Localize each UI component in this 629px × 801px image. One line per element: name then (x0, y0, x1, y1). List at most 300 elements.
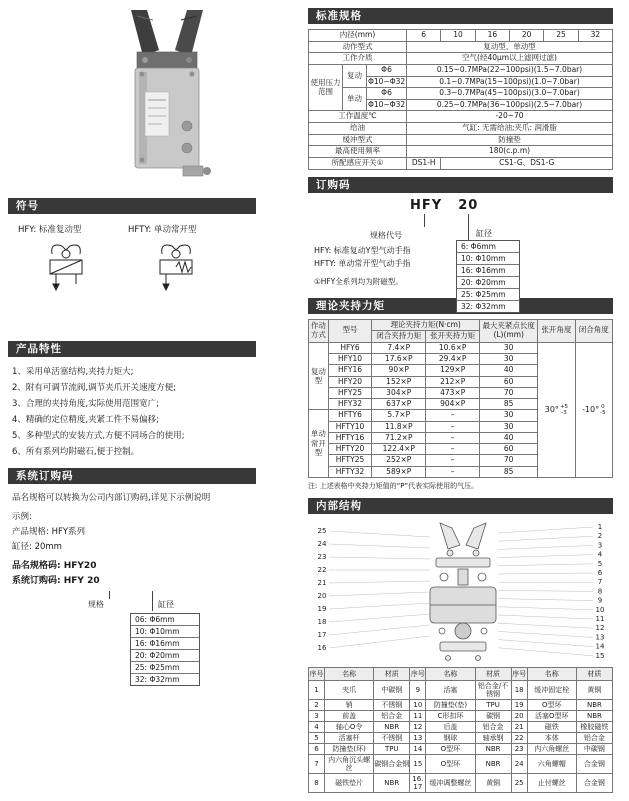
torque-value: – (426, 432, 480, 443)
parts-table (308, 667, 613, 794)
callout-number: 20 (317, 591, 327, 600)
model-prefix: HFY (410, 197, 443, 213)
angle-tolerance (600, 404, 605, 416)
callout-leader-line (498, 648, 593, 656)
part-material: NBR (475, 744, 511, 755)
th-element: 型号 (328, 319, 372, 342)
part-number: 9 (410, 680, 426, 699)
part-name: 活塞杆 (325, 732, 374, 743)
spec-pressure-row (309, 88, 613, 100)
bore-option: 20: Φ20mm (457, 276, 519, 288)
part-material: 铝合金 (374, 710, 410, 721)
callout-number: 21 (317, 578, 327, 587)
callout-leader-line (329, 557, 430, 559)
part-number: 15 (410, 755, 426, 774)
bore-label: 缸径 (158, 600, 174, 609)
torque-value: 70 (480, 455, 538, 466)
part-name: 缓冲调整螺丝 (426, 774, 475, 793)
torque-value: 904×P (426, 399, 480, 410)
torque-model: HFTY10 (328, 421, 372, 432)
torque-value: 29.4×P (426, 354, 480, 365)
th-element: 理论夹持力矩(N·cm) (372, 319, 480, 331)
torque-model: HFY16 (328, 365, 372, 376)
torque-value: 122.4×P (372, 444, 426, 455)
spec-row (309, 41, 613, 53)
parts-header-cell: 名称 (426, 667, 475, 680)
order-bore-box (456, 240, 520, 313)
angle-tolerance (560, 404, 568, 416)
order-model-code (410, 198, 478, 213)
part-number: 25 (511, 774, 527, 793)
callout-leader-line (498, 527, 593, 533)
order-spec-label: 规格代号 (370, 230, 402, 240)
torque-model: HFY6 (328, 342, 372, 353)
close-angle-value (575, 342, 612, 477)
feature-item: 1、采用单活塞结构,夹持力矩大; (12, 367, 134, 377)
torque-value: 30 (480, 410, 538, 421)
bore-line: 缸径: 20mm (12, 542, 62, 552)
section-order-code-header: 订购码 (308, 177, 613, 193)
callout-number: 11 (595, 614, 605, 623)
circle-element (446, 655, 451, 660)
product-photo (8, 8, 296, 190)
part-material: 中碳钢 (374, 680, 410, 699)
rect-element (436, 558, 490, 567)
parts-row (309, 680, 613, 699)
torque-model: HFY32 (328, 399, 372, 410)
section-symbol-header: 符号 (8, 198, 256, 214)
model-bore: 20 (458, 197, 479, 213)
polygon-element (466, 523, 486, 549)
torque-value: 637×P (372, 399, 426, 410)
torque-table (308, 319, 613, 478)
part-number: 11 (410, 710, 426, 721)
system-bore-option: 10: Φ10mm (131, 625, 199, 637)
spec-label: 规格 (88, 600, 104, 609)
tbody-element (309, 30, 613, 170)
system-bore-box (130, 613, 200, 686)
polygon-element (175, 10, 203, 56)
td-element: 复动型、单动型 (407, 41, 613, 53)
parts-table-head (309, 667, 613, 680)
example-label: 示例: (12, 512, 32, 522)
td-element: 给油 (309, 123, 407, 135)
system-bore-option: 16: Φ16mm (131, 637, 199, 649)
torque-value: 71.2×P (372, 432, 426, 443)
spec-row (309, 53, 613, 65)
torque-value: 30 (480, 342, 538, 353)
torque-value: 85 (480, 466, 538, 477)
path-element (66, 245, 80, 254)
part-name: O型环 (527, 699, 576, 710)
path-element (52, 245, 66, 254)
system-bore-option: 32: Φ32mm (131, 673, 199, 685)
single-acting-symbol-icon (128, 238, 224, 300)
part-name: 夹爪 (325, 680, 374, 699)
part-number: 16.17 (410, 774, 426, 793)
parts-header-cell: 材质 (374, 667, 410, 680)
circle-element (182, 143, 192, 153)
circle-element (478, 573, 486, 581)
part-number: 14 (410, 744, 426, 755)
torque-value: 30 (480, 421, 538, 432)
circle-element (62, 250, 70, 258)
left-column (8, 8, 296, 793)
symbol-hfty (128, 223, 224, 311)
callout-number: 8 (597, 587, 603, 596)
sys-code-line: 系统订购码: HFY 20 (12, 576, 100, 586)
part-number: 22 (511, 732, 527, 743)
section-system-code-header: 系统订购码 (8, 468, 256, 484)
feature-item: 2、附有可调节流阀,调节夹爪开关速度方便; (12, 383, 176, 393)
callout-leader-line (498, 639, 593, 646)
part-name: 钢球 (426, 732, 475, 743)
th-element: 最大夹紧点长度(L)(mm) (480, 319, 538, 342)
callout-number: 9 (597, 596, 603, 605)
part-name: 防撞垫(环) (325, 744, 374, 755)
symbols-block (8, 219, 296, 311)
callout-number: 7 (597, 577, 603, 586)
circle-element (142, 57, 148, 63)
circle-element (140, 72, 145, 77)
feature-item: 5、多种型式的安装方式,方便不同场合的使用; (12, 431, 185, 441)
part-name: C形扣环 (426, 710, 475, 721)
callout-number: 1 (597, 522, 603, 531)
part-name: 内六角螺丝 (527, 744, 576, 755)
td-element: 180(c.p.m) (407, 146, 613, 158)
td-element: 气缸: 无需给油;夹爪: 润滑脂 (407, 123, 613, 135)
callout-leader-line (329, 636, 430, 648)
spec-row (309, 123, 613, 135)
td-element: CS1-G、DS1-G (441, 157, 613, 169)
section-internal-header: 内部结构 (308, 498, 613, 514)
torque-model: HFTY32 (328, 466, 372, 477)
order-bore-label: 缸径 (476, 228, 492, 238)
part-number: 19 (511, 699, 527, 710)
td-element: 防撞垫 (407, 134, 613, 146)
part-material: 铝合金/不锈钢 (475, 680, 511, 699)
rect-element (458, 569, 468, 585)
td-element: Φ6 (367, 64, 407, 76)
bore-option: 6: Φ6mm (461, 241, 496, 251)
callout-number: 24 (317, 539, 327, 548)
spec-row (309, 146, 613, 158)
spec-label-cell: 内径(mm) (309, 30, 407, 42)
torque-model: HFTY6 (328, 410, 372, 421)
right-column (308, 8, 613, 793)
td-element: 0.1~0.7MPa(15~100psi)(1.0~7.0bar) (407, 76, 613, 88)
part-material: 橡胶磁铁 (576, 721, 612, 732)
path-element (176, 245, 190, 254)
part-number: 23 (511, 744, 527, 755)
callout-number: 19 (317, 604, 327, 613)
part-number: 24 (511, 755, 527, 774)
part-name: 活塞 (426, 680, 475, 699)
part-material: NBR (374, 774, 410, 793)
parts-header-cell: 名称 (527, 667, 576, 680)
part-material: 铝合金 (475, 721, 511, 732)
td-element: 最高使用频率 (309, 146, 407, 158)
parts-header-cell: 序号 (410, 667, 426, 680)
polygon-element (163, 284, 169, 290)
th-element: 作动方式 (309, 319, 329, 342)
torque-table-head (309, 319, 613, 342)
callout-leader-line (329, 544, 430, 548)
part-material: NBR (576, 710, 612, 721)
spec-bore-value: 20 (510, 30, 544, 42)
angle-sup: 0 (601, 403, 605, 410)
part-material: NBR (475, 755, 511, 774)
part-name: 缓冲固定栓 (527, 680, 576, 699)
td-element: 工作温度℃ (309, 111, 407, 123)
part-number: 1 (309, 680, 325, 699)
part-number: 3 (309, 710, 325, 721)
circle-element (439, 628, 445, 634)
part-material: 合金钢 (576, 774, 612, 793)
torque-value: 304×P (372, 387, 426, 398)
angle-base: 30° (544, 404, 559, 414)
order-spec-line: HFY: 标准复动Y型气动手指 (314, 245, 411, 255)
connector-line (152, 591, 153, 611)
torque-value: – (426, 466, 480, 477)
connector-line (424, 214, 425, 227)
td-element: 复动 (343, 64, 367, 87)
spec-bore-row (309, 30, 613, 42)
parts-row (309, 744, 613, 755)
torque-value: – (426, 410, 480, 421)
parts-header-row (309, 667, 613, 680)
system-bore-option: 06: Φ6mm (135, 615, 175, 624)
td-element: 工作介质 (309, 53, 407, 65)
circle-element (476, 655, 481, 660)
spec-bore-value: 16 (475, 30, 509, 42)
callout-number: 3 (597, 541, 603, 550)
torque-note: 注: 上述表格中夹持力矩值的“P”代表实际使用的气压。 (308, 481, 479, 490)
parts-row (309, 721, 613, 732)
features-list (8, 362, 296, 460)
part-number: 5 (309, 732, 325, 743)
part-number: 13 (410, 732, 426, 743)
th-element: 张开夹持力矩 (426, 331, 480, 343)
order-spec-line: HFTY: 单动常开型气动手指 (314, 258, 411, 268)
part-number: 20 (511, 710, 527, 721)
part-name: 轴心O令 (325, 721, 374, 732)
torque-value: 85 (480, 399, 538, 410)
part-name: O型环 (426, 744, 475, 755)
spec-bore-value: 6 (407, 30, 441, 42)
circle-element (190, 72, 195, 77)
callout-number: 6 (597, 568, 603, 577)
bore-option: 16: Φ16mm (457, 264, 519, 276)
part-material: 轴承钢 (475, 732, 511, 743)
circle-element (203, 167, 211, 175)
callout-number: 5 (597, 559, 603, 568)
part-material: TPU (374, 744, 410, 755)
td-element: 动作型式 (309, 41, 407, 53)
part-material: 中碳钢 (576, 744, 612, 755)
callout-leader-line (498, 564, 593, 566)
torque-value: 129×P (426, 365, 480, 376)
order-code-note: ①HFY全系列均为附磁型。 (314, 276, 403, 286)
callout-number: 14 (595, 642, 605, 651)
spec-switch-row (309, 157, 613, 169)
rect-element (183, 166, 203, 176)
polygon-element (131, 10, 159, 56)
part-material: NBR (374, 721, 410, 732)
part-material: 黄铜 (475, 774, 511, 793)
feature-item: 3、合理的夹持角度,实际使用范围宽广; (12, 399, 159, 409)
circle-element (447, 550, 453, 556)
torque-value: – (426, 444, 480, 455)
torque-value: 40 (480, 365, 538, 376)
td-element: 空气(经40μm以上滤网过滤) (407, 53, 613, 65)
part-name: 六角螺帽 (527, 755, 576, 774)
open-angle-value (538, 342, 575, 477)
rect-element (440, 642, 486, 651)
g-element (430, 523, 496, 661)
callout-leader-line (498, 554, 593, 557)
parts-row (309, 755, 613, 774)
callout-leader-line (329, 614, 430, 622)
bore-option: 32: Φ32mm (457, 300, 519, 312)
circle-element (440, 573, 448, 581)
td-element: DS1-H (407, 157, 441, 169)
g-element (160, 245, 192, 290)
part-number: 8 (309, 774, 325, 793)
section-torque-header: 理论夹持力矩 (308, 298, 613, 314)
circle-element (140, 158, 145, 163)
torque-value: 212×P (426, 376, 480, 387)
section-features-header: 产品特性 (8, 341, 256, 357)
callout-leader-line (498, 573, 593, 574)
parts-table-body (309, 680, 613, 793)
part-name: 本体 (527, 732, 576, 743)
part-material: 不锈钢 (374, 732, 410, 743)
part-number: 21 (511, 721, 527, 732)
rect-element (145, 92, 169, 136)
part-number: 12 (410, 721, 426, 732)
parts-row (309, 699, 613, 710)
feature-item: 6、所有系列均附磁石,便于控制。 (12, 447, 140, 457)
spec-row (309, 134, 613, 146)
callout-number: 17 (317, 630, 327, 639)
torque-model: HFY10 (328, 354, 372, 365)
th-element: 闭合角度 (575, 319, 612, 342)
parts-row (309, 774, 613, 793)
callout-leader-line (498, 545, 593, 549)
part-name: 活塞O型环 (527, 710, 576, 721)
torque-row (309, 342, 613, 353)
torque-value: 60 (480, 376, 538, 387)
callout-leader-line (329, 592, 430, 596)
system-bore-option: 25: Φ25mm (131, 661, 199, 673)
system-code-block (8, 489, 296, 711)
g-element (50, 245, 82, 290)
parts-header-cell: 序号 (511, 667, 527, 680)
part-material: 碳钢合金钢 (374, 755, 410, 774)
torque-value: 10.6×P (426, 342, 480, 353)
part-name: 内六角沉头螺丝 (325, 755, 374, 774)
part-material: NBR (576, 699, 612, 710)
torque-value: 40 (480, 432, 538, 443)
part-number: 4 (309, 721, 325, 732)
callout-number: 10 (595, 605, 605, 614)
parts-header-cell: 材质 (475, 667, 511, 680)
torque-value: 30 (480, 354, 538, 365)
torque-value: 7.4×P (372, 342, 426, 353)
feature-item: 4、精确的定位精度,夹紧工件不易偏移; (12, 415, 159, 425)
part-name: O型环 (426, 755, 475, 774)
part-number: 18 (511, 680, 527, 699)
torque-model: HFY25 (328, 387, 372, 398)
circle-element (455, 623, 471, 639)
parts-header-cell: 名称 (325, 667, 374, 680)
td-element: Φ10~Φ32 (367, 76, 407, 88)
bore-option: 25: Φ25mm (457, 288, 519, 300)
spec-row (309, 111, 613, 123)
torque-value: – (426, 421, 480, 432)
polygon-element (440, 523, 460, 549)
torque-mode: 复动型 (309, 342, 329, 410)
torque-model: HFTY16 (328, 432, 372, 443)
callout-leader-line (498, 615, 593, 619)
internal-structure-block (308, 519, 613, 667)
angle-sup: +5 (559, 403, 569, 410)
part-number: 6 (309, 744, 325, 755)
torque-value: 152×P (372, 376, 426, 387)
circle-element (186, 57, 192, 63)
callout-number: 16 (317, 643, 327, 652)
callout-number: 15 (595, 651, 605, 660)
callout-leader-line (498, 598, 593, 600)
callout-number: 23 (317, 552, 327, 561)
part-material: 合金钢 (576, 755, 612, 774)
line-element (50, 260, 82, 274)
name-code-line: 品名规格码: HFY20 (12, 561, 97, 571)
td-element: 0.3~0.7MPa(45~100psi)(3.0~7.0bar) (407, 88, 613, 100)
part-material: 不锈钢 (374, 699, 410, 710)
part-number: 2 (309, 699, 325, 710)
parts-header-cell: 序号 (309, 667, 325, 680)
connector-line (109, 591, 110, 599)
order-spec-lines (314, 244, 411, 270)
spec-table (308, 29, 613, 170)
system-code-diagram (12, 591, 294, 711)
callout-number: 12 (595, 623, 605, 632)
torque-value: 252×P (372, 455, 426, 466)
path-element (162, 245, 176, 254)
callout-leader-line (329, 603, 430, 609)
part-material: 碳钢 (475, 710, 511, 721)
td-element: 使用压力范围 (309, 64, 343, 111)
callout-leader-line (498, 607, 593, 610)
part-name: 磁铁 (527, 721, 576, 732)
td-element: 单动 (343, 88, 367, 111)
td-element: 0.25~0.7MPa(36~100psi)(2.5~7.0bar) (407, 99, 613, 111)
system-bore-option: 20: Φ20mm (131, 649, 199, 661)
callout-leader-line (498, 623, 593, 628)
callout-number: 18 (317, 617, 327, 626)
spec-bore-value: 32 (578, 30, 612, 42)
spec-bore-value: 25 (544, 30, 578, 42)
torque-value: 589×P (372, 466, 426, 477)
internal-structure-svg (308, 519, 613, 665)
torque-model: HFY20 (328, 376, 372, 387)
torque-value: 70 (480, 387, 538, 398)
callout-number: 2 (597, 531, 603, 540)
double-acting-symbol-icon (18, 238, 114, 300)
symbol-hfty-label: HFTY: 单动常开型 (128, 225, 197, 235)
